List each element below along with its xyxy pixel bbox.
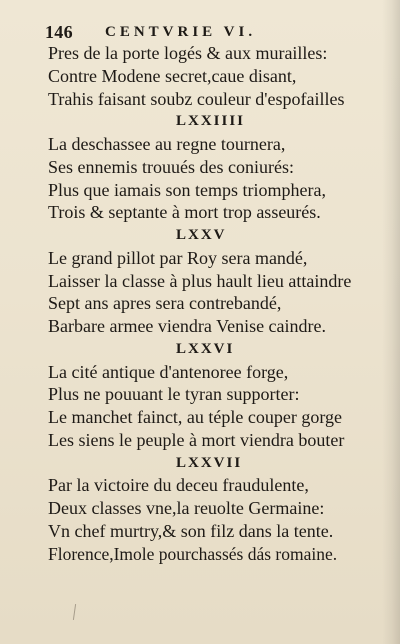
verse-line: Le manchet fainct, au téple couper gorge	[48, 407, 343, 427]
paper-mark	[73, 604, 76, 620]
verse-line: La cité antique d'antenoree forge,	[48, 361, 289, 382]
verse-line: Le grand pillot par Roy sera mandé,	[48, 247, 308, 268]
verse-line: Sept ans apres sera contrebandé,	[48, 293, 282, 314]
verse-line: La deschassee au regne tournera,	[48, 134, 286, 154]
text-block	[48, 42, 388, 565]
verse-line: Plus que iamais son temps triomphera,	[48, 179, 326, 200]
quatrain-number: LXXIIII	[176, 113, 246, 130]
quatrain-number: LXXVI	[176, 340, 235, 357]
verse-line: Contre Modene secret,caue disant,	[48, 65, 297, 86]
verse-line: Trahis faisant soubz couleur d'espofailles	[48, 88, 345, 109]
verse-line: Laisser la classe à plus hault lieu attaindre	[48, 270, 352, 291]
verse-line: Barbare armee viendra Venise caindre.	[48, 316, 327, 336]
page-number: 146	[45, 22, 73, 42]
verse-line: Les siens le peuple à mort viendra bouter	[48, 429, 345, 450]
quatrain-number: LXXVII	[176, 454, 243, 471]
verse-line: Deux classes vne,la reuolte Germaine:	[48, 498, 325, 518]
page-header	[0, 20, 400, 44]
verse-line: Par la victoire du deceu fraudulente,	[48, 475, 309, 496]
verse-line: Pres de la porte logés & aux murailles:	[48, 43, 328, 63]
verse-line: Vn chef murtry,& son filz dans la tente.	[48, 520, 334, 541]
running-head: CENTVRIE VI.	[105, 24, 257, 40]
verse-line: Florence,Imole pourchassés dás romaine.	[48, 543, 338, 564]
verse-line: Plus ne pouuant le tyran supporter:	[48, 384, 300, 405]
quatrain-number: LXXV	[176, 227, 227, 243]
verse-line: Trois & septante à mort trop asseurés.	[48, 202, 321, 223]
verse-line: Ses ennemis trouués des coniurés:	[48, 156, 294, 177]
page-gutter-shadow	[382, 0, 400, 644]
